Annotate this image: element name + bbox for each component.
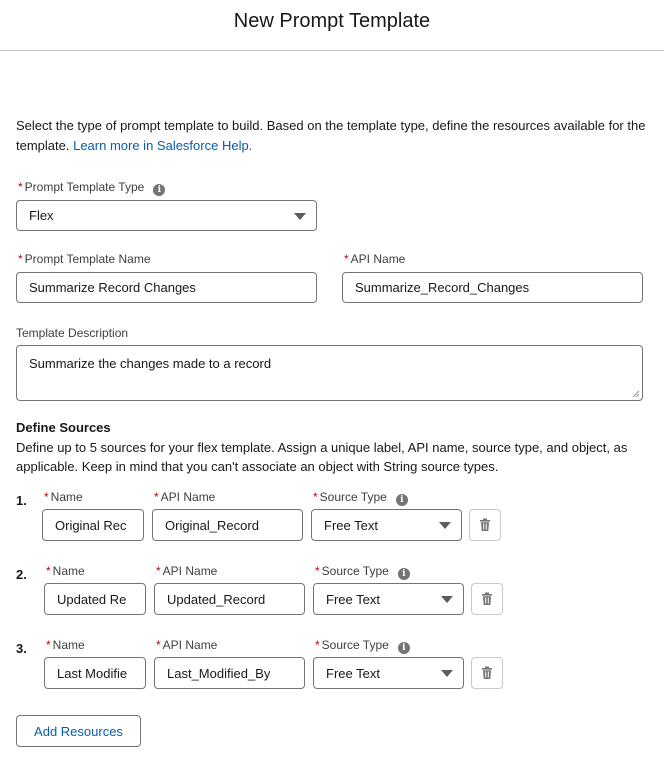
info-icon[interactable]: i — [396, 494, 408, 506]
sources-description: Define up to 5 sources for your flex template. Assign a unique label, API name, source type, and object, as applicable. Keep in mind that you can't associate an object with String source types. — [16, 440, 628, 474]
trash-icon — [480, 666, 494, 680]
add-resources-button[interactable]: Add Resources — [16, 715, 141, 747]
source-api-name-label: * API Name — [154, 490, 216, 504]
intro-text — [16, 116, 646, 155]
required-marker: * — [154, 490, 159, 504]
required-marker: * — [18, 252, 23, 266]
intro-body: Select the type of prompt template to build. Based on the template type, define the resources available for the template. — [16, 118, 646, 153]
required-marker: * — [315, 564, 320, 578]
template-name-input[interactable]: Summarize Record Changes — [16, 272, 317, 303]
chevron-down-icon — [441, 596, 453, 603]
source-name-label: * Name — [44, 490, 83, 504]
template-type-select[interactable] — [16, 200, 317, 231]
description-label: Template Description — [16, 326, 129, 340]
resize-handle[interactable] — [632, 390, 640, 398]
source-type-select[interactable]: Free Text — [311, 509, 462, 541]
row-number: 2. — [16, 567, 27, 582]
required-marker: * — [46, 638, 51, 652]
source-type-select[interactable]: Free Text — [313, 583, 464, 615]
source-api-name-input[interactable]: Last_Modified_By — [154, 657, 305, 689]
modal-title: New Prompt Template — [233, 10, 431, 32]
row-number: 1. — [16, 493, 27, 508]
sources-title: Define Sources — [16, 420, 111, 435]
required-marker: * — [315, 638, 320, 652]
info-icon[interactable]: i — [398, 642, 410, 654]
source-name-input[interactable]: Original Rec — [42, 509, 144, 541]
trash-icon — [480, 592, 494, 606]
required-marker: * — [344, 252, 349, 266]
required-marker: * — [156, 638, 161, 652]
chevron-down-icon — [441, 670, 453, 677]
required-marker: * — [18, 180, 23, 194]
trash-icon — [478, 518, 492, 532]
source-type-label: * Source Type i — [315, 564, 410, 580]
source-type-select[interactable]: Free Text — [313, 657, 464, 689]
delete-source-button[interactable] — [471, 657, 503, 689]
template-name-label: * Prompt Template Name — [18, 252, 151, 266]
chevron-down-icon — [439, 522, 451, 529]
required-marker: * — [313, 490, 318, 504]
required-marker: * — [46, 564, 51, 578]
info-icon[interactable]: i — [153, 184, 165, 196]
modal-header — [0, 0, 664, 51]
source-type-label: * Source Type i — [315, 638, 410, 654]
source-name-input[interactable]: Last Modifie — [44, 657, 146, 689]
template-type-value: Flex — [29, 208, 54, 223]
source-api-name-label: * API Name — [156, 564, 218, 578]
help-link[interactable]: Learn more in Salesforce Help. — [73, 137, 253, 153]
api-name-input[interactable]: Summarize_Record_Changes — [342, 272, 643, 303]
required-marker: * — [44, 490, 49, 504]
delete-source-button[interactable] — [471, 583, 503, 615]
source-api-name-input[interactable]: Updated_Record — [154, 583, 305, 615]
source-type-label: * Source Type i — [313, 490, 408, 506]
source-api-name-input[interactable]: Original_Record — [152, 509, 303, 541]
delete-source-button[interactable] — [469, 509, 501, 541]
info-icon[interactable]: i — [398, 568, 410, 580]
source-name-label: * Name — [46, 638, 85, 652]
template-type-label: * Prompt Template Type i — [18, 180, 165, 196]
chevron-down-icon — [294, 213, 306, 220]
required-marker: * — [156, 564, 161, 578]
source-name-label: * Name — [46, 564, 85, 578]
source-name-input[interactable]: Updated Re — [44, 583, 146, 615]
source-api-name-label: * API Name — [156, 638, 218, 652]
description-textarea[interactable]: Summarize the changes made to a record — [16, 345, 643, 401]
row-number: 3. — [16, 641, 27, 656]
api-name-label: * API Name — [344, 252, 406, 266]
